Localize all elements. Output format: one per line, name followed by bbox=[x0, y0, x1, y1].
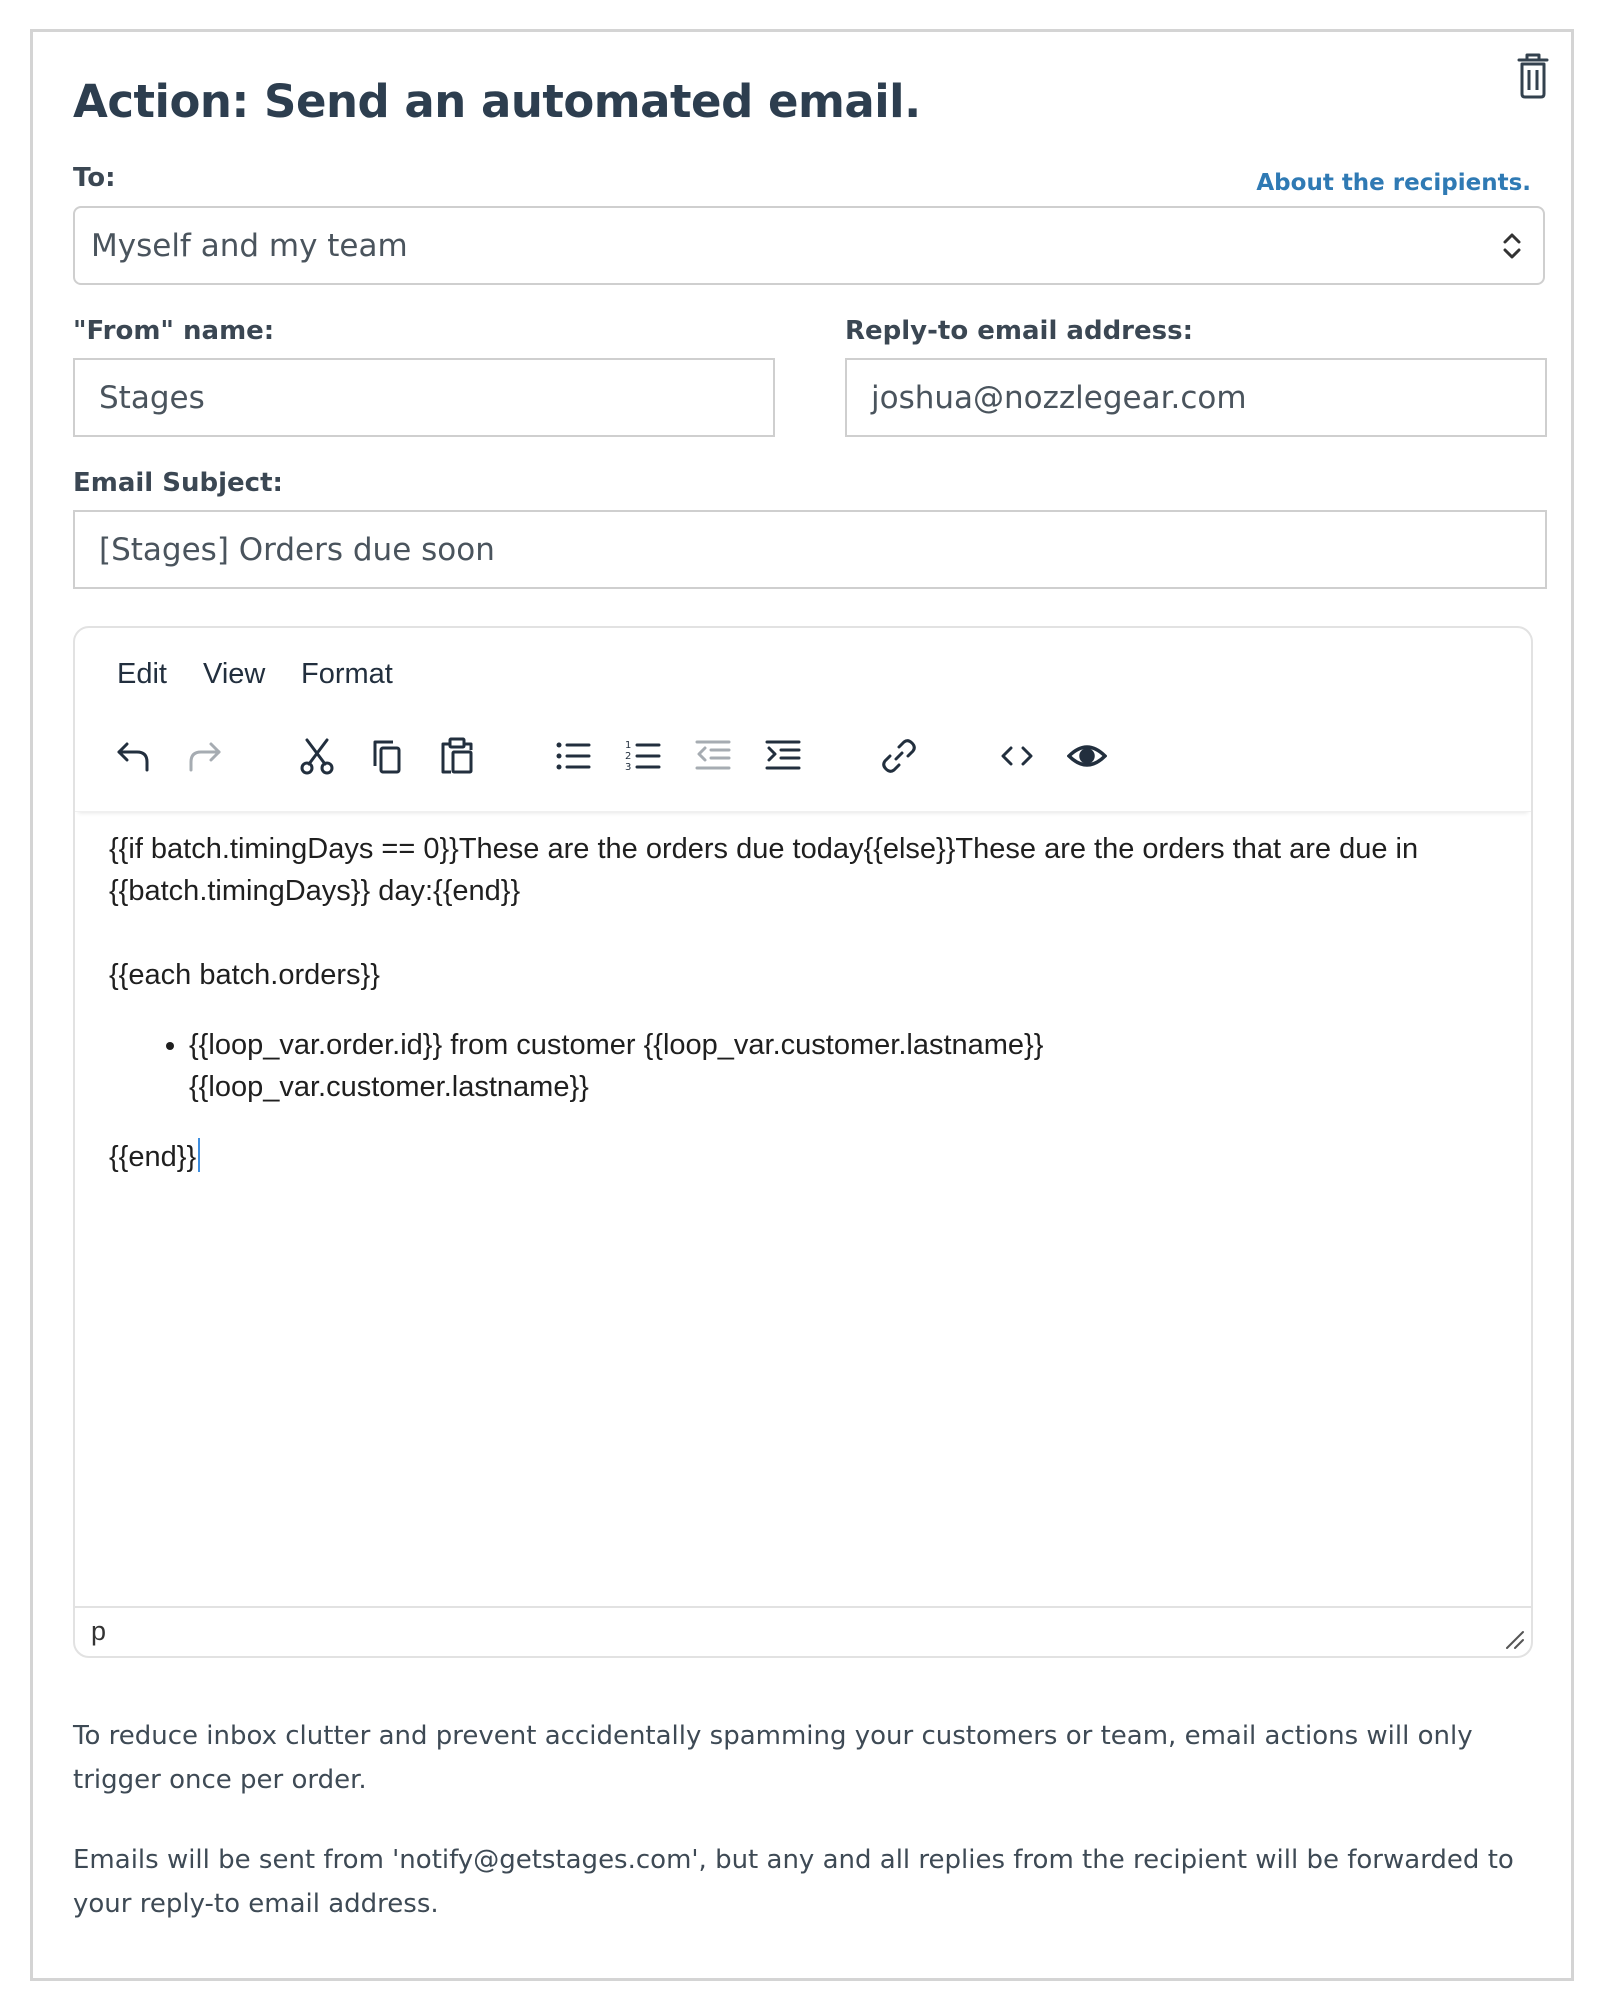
to-label: To: bbox=[73, 163, 116, 193]
template-line-condition: {{if batch.timingDays == 0}}These are the orders due today{{else}}These are the orders that are due in {{batch.timingDays}} day:{{end}} bbox=[109, 833, 1419, 907]
menu-edit[interactable]: Edit bbox=[117, 658, 167, 690]
link-icon[interactable] bbox=[877, 734, 921, 778]
editor-toolbar bbox=[75, 694, 1531, 812]
template-line-each: {{each batch.orders}} bbox=[109, 959, 380, 991]
svg-text:3: 3 bbox=[625, 762, 632, 773]
editor-content[interactable] bbox=[109, 828, 1497, 1178]
svg-text:2: 2 bbox=[625, 751, 632, 762]
about-recipients-link[interactable]: About the recipients. bbox=[1256, 170, 1531, 196]
template-line-end-text: {{end}} bbox=[109, 1141, 197, 1173]
template-list bbox=[109, 1024, 1497, 1108]
subject-value: [Stages] Orders due soon bbox=[99, 531, 495, 568]
subject-label: Email Subject: bbox=[73, 468, 283, 498]
list-item bbox=[189, 1024, 1497, 1108]
reply-to-input[interactable] bbox=[845, 358, 1547, 437]
numbered-list-icon[interactable] bbox=[621, 734, 665, 778]
redo-icon[interactable] bbox=[183, 734, 227, 778]
text-caret bbox=[198, 1138, 200, 1172]
from-name-input[interactable] bbox=[73, 358, 775, 437]
email-action-card bbox=[30, 29, 1574, 1981]
editor-menubar bbox=[75, 628, 1531, 694]
from-name-value: Stages bbox=[99, 379, 205, 416]
reply-to-value: joshua@nozzlegear.com bbox=[871, 379, 1247, 416]
outdent-icon[interactable] bbox=[691, 734, 735, 778]
list-item-text-continued: {{loop_var.customer.lastname}} bbox=[189, 1071, 589, 1103]
element-path[interactable]: p bbox=[91, 1616, 107, 1646]
help-text-clutter: To reduce inbox clutter and prevent accidentally spamming your customers or team, email actions will only trigger once per order. bbox=[73, 1721, 1473, 1795]
list-item-text: {{loop_var.order.id}} from customer {{loop_var.customer.lastname}} bbox=[189, 1029, 1044, 1061]
reply-to-label: Reply-to email address: bbox=[845, 316, 1193, 346]
indent-icon[interactable] bbox=[761, 734, 805, 778]
recipients-select-value: Myself and my team bbox=[91, 227, 408, 264]
svg-text:1: 1 bbox=[625, 740, 632, 751]
bullet-list-icon[interactable] bbox=[551, 734, 595, 778]
trash-icon[interactable] bbox=[1513, 52, 1553, 100]
preview-icon[interactable] bbox=[1065, 734, 1109, 778]
editor-statusbar bbox=[75, 1606, 1531, 1656]
template-line-end bbox=[109, 1136, 1497, 1178]
menu-view[interactable]: View bbox=[203, 658, 266, 690]
source-code-icon[interactable] bbox=[995, 734, 1039, 778]
chevron-up-down-icon bbox=[1499, 230, 1525, 262]
page-title: Action: Send an automated email. bbox=[73, 75, 921, 128]
from-name-label: "From" name: bbox=[73, 316, 275, 346]
paste-icon[interactable] bbox=[435, 734, 479, 778]
rich-text-editor bbox=[73, 626, 1533, 1658]
subject-input[interactable] bbox=[73, 510, 1547, 589]
cut-icon[interactable] bbox=[295, 734, 339, 778]
recipients-select[interactable] bbox=[73, 206, 1545, 285]
undo-icon[interactable] bbox=[111, 734, 155, 778]
copy-icon[interactable] bbox=[365, 734, 409, 778]
resize-handle-icon[interactable] bbox=[1503, 1628, 1525, 1650]
menu-format[interactable]: Format bbox=[301, 658, 393, 690]
help-text-reply-forwarding: Emails will be sent from 'notify@getstages.com', but any and all replies from the recipient will be forwarded to your reply-to email address. bbox=[73, 1845, 1514, 1919]
